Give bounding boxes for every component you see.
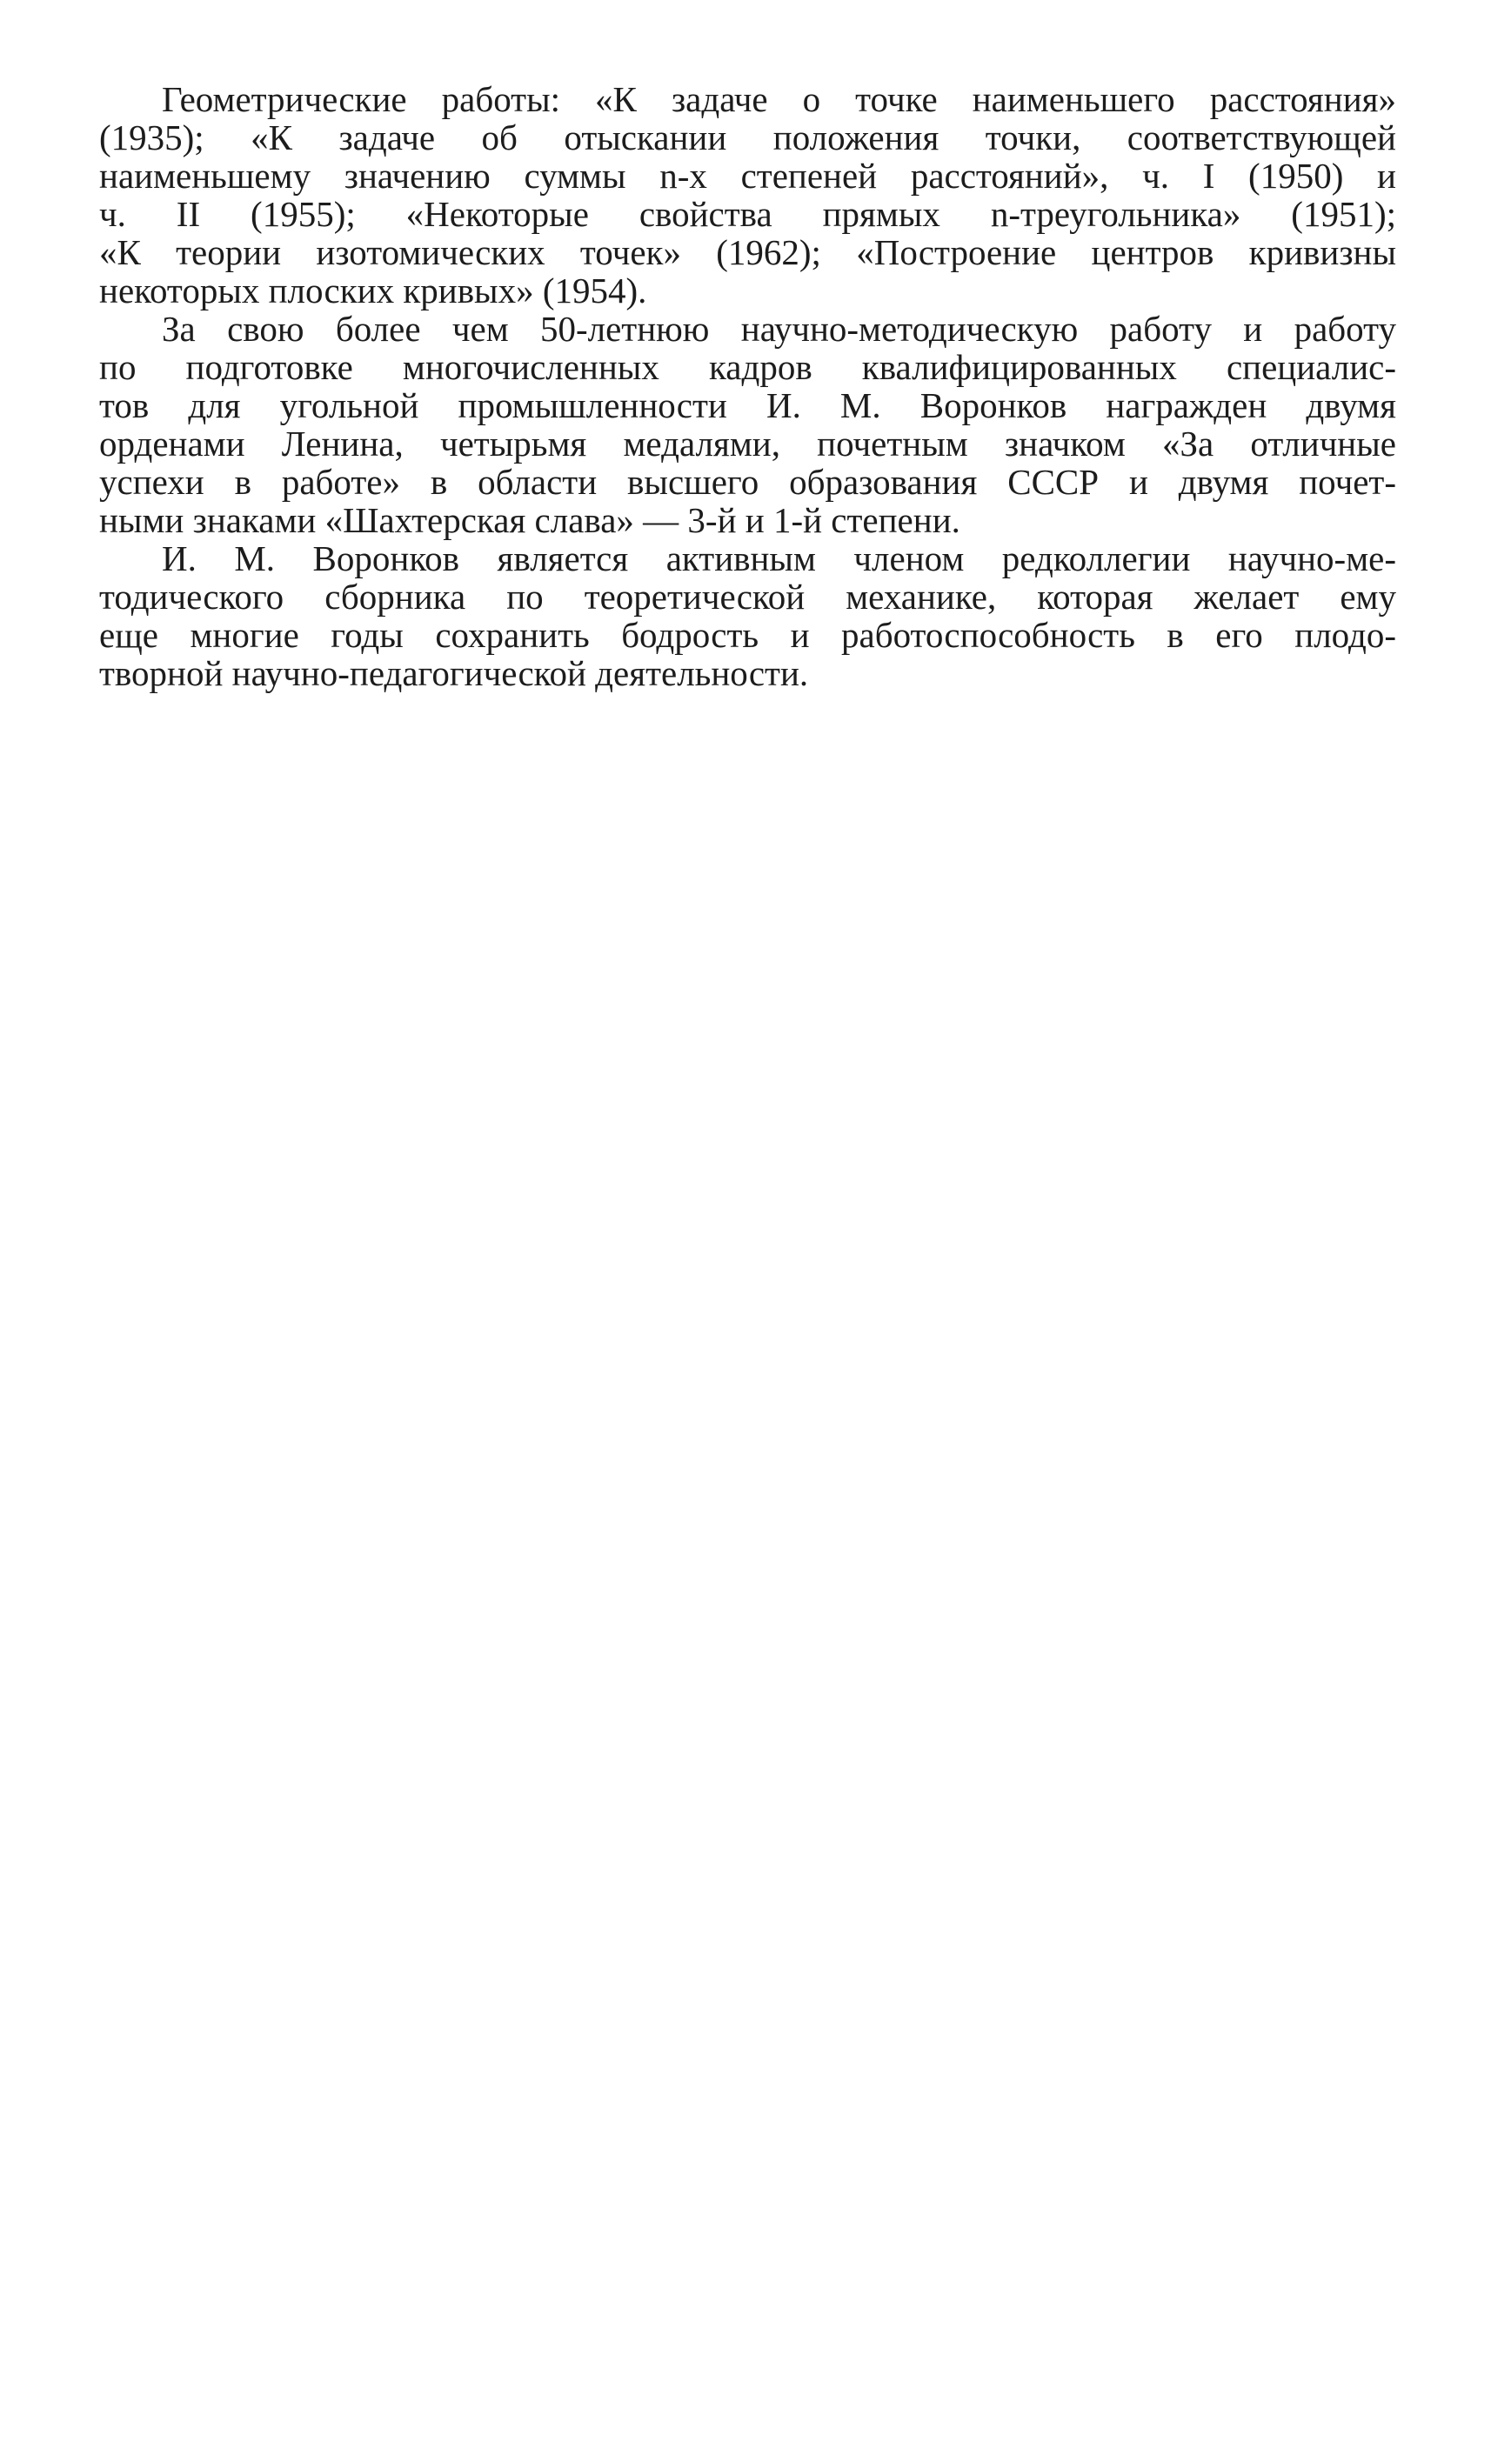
text-line: успехи в работе» в области высшего образования СССР и двумя почет- (99, 462, 1396, 502)
text-line: (1935); «К задаче об отыскании положения точки, соответствующей (99, 117, 1396, 157)
text-line: творной научно-педагогической деятельности. (99, 653, 809, 693)
paragraph-awards (99, 310, 1396, 539)
text-line: тов для угольной промышленности И. М. Воронков награжден двумя (99, 385, 1396, 425)
text-line: ными знаками «Шахтерская слава» — 3-й и 1-й степени. (99, 500, 960, 540)
text-line: еще многие годы сохранить бодрость и работоспособность в его плодо- (99, 615, 1396, 655)
text-line: «К теории изотомических точек» (1962); «Построение центров кривизны (99, 232, 1396, 272)
text-line: орденами Ленина, четырьмя медалями, почетным значком «За отличные (99, 424, 1396, 464)
text-line: тодического сборника по теоретической механике, которая желает ему (99, 577, 1396, 617)
text-line: наименьшему значению суммы n-х степеней расстояний», ч. I (1950) и (99, 156, 1396, 196)
text-line: И. М. Воронков является активным членом редколлегии научно-ме- (162, 538, 1396, 578)
text-line: Геометрические работы: «К задаче о точке наименьшего расстояния» (162, 79, 1396, 119)
document-page (99, 80, 1396, 692)
text-line: по подготовке многочисленных кадров квалифицированных специалис- (99, 347, 1396, 387)
text-line: некоторых плоских кривых» (1954). (99, 270, 647, 311)
text-line: ч. II (1955); «Некоторые свойства прямых n-треугольника» (1951); (99, 194, 1396, 234)
text-line: За свою более чем 50-летнюю научно-методическую работу и работу (162, 309, 1396, 349)
paragraph-geometric-works (99, 80, 1396, 310)
paragraph-editorial-board (99, 539, 1396, 692)
